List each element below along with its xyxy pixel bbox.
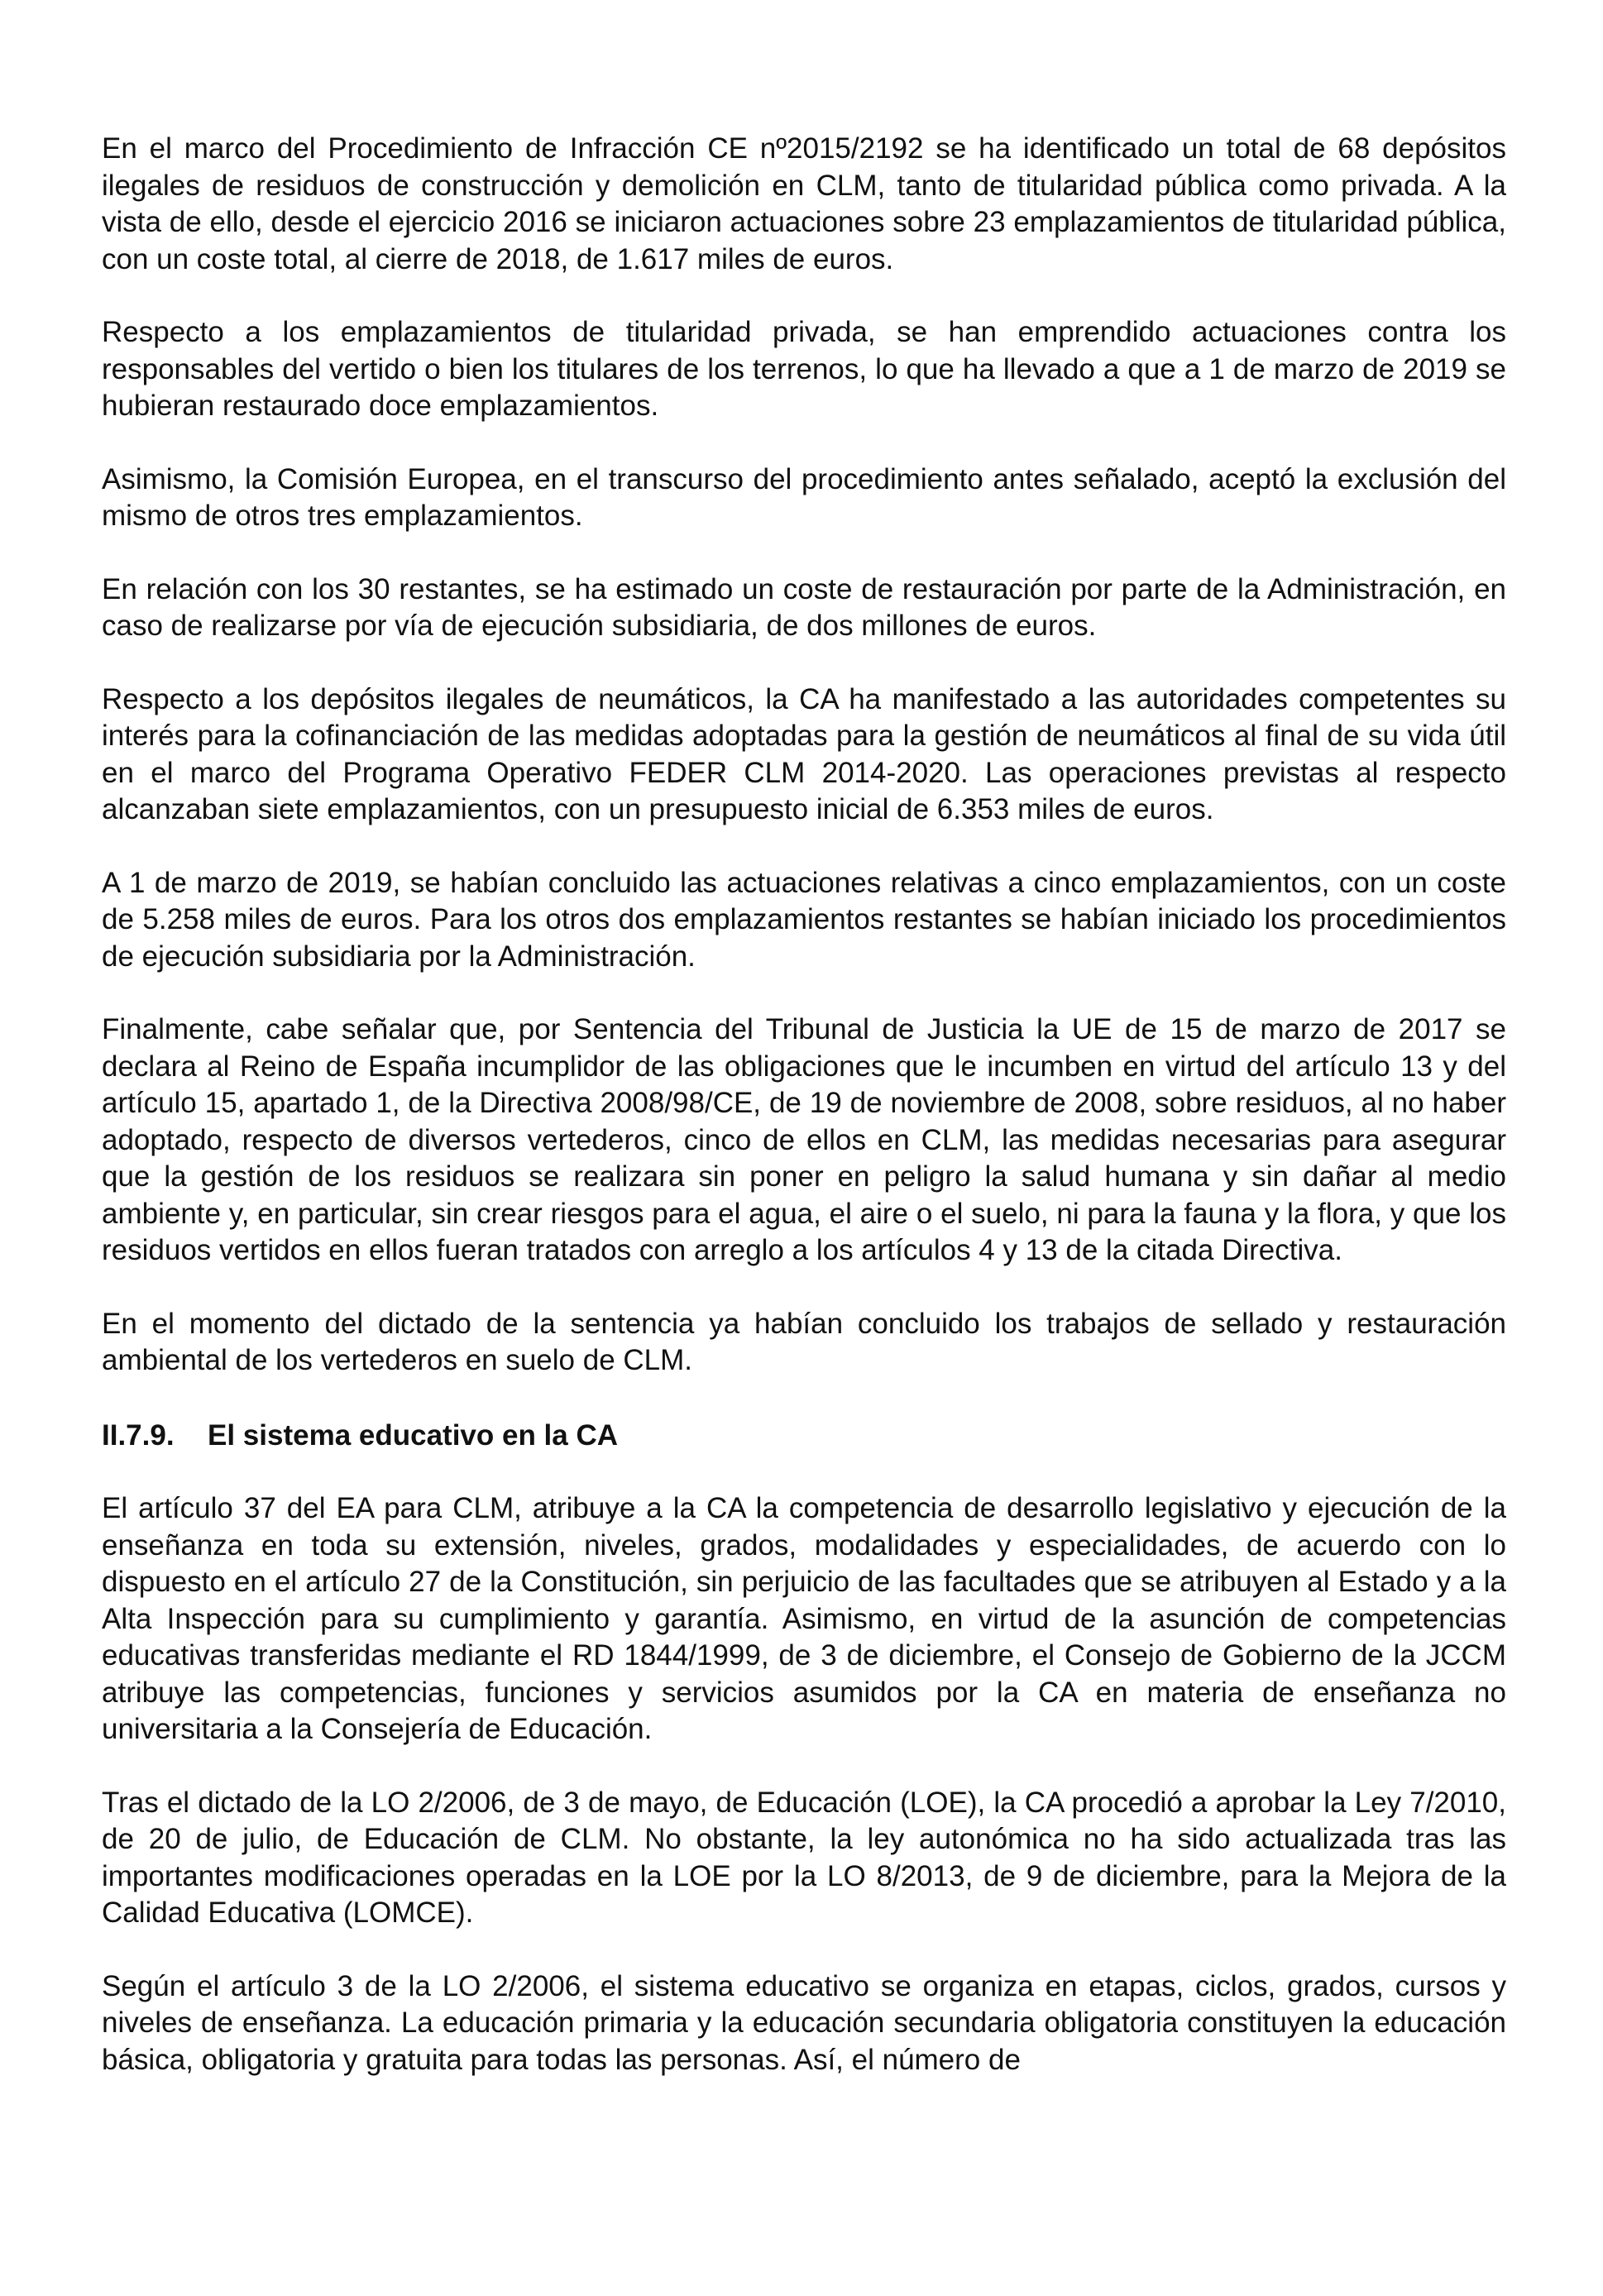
paragraph-marzo-2019: A 1 de marzo de 2019, se habían concluido las actuaciones relativas a cinco emplazamientos, con un coste de 5.258 miles de euros. Para los otros dos emplazamientos restantes se habían iniciado los procedimientos de ejecución subsidiaria por la Administración. — [102, 866, 1506, 973]
section-heading — [102, 1418, 1506, 1455]
paragraph-comision-europea: Asimismo, la Comisión Europea, en el transcurso del procedimiento antes señalado, aceptó la exclusión del mismo de otros tres emplazamientos. — [102, 462, 1506, 532]
paragraph-restantes: En relación con los 30 restantes, se ha estimado un coste de restauración por parte de la Administración, en caso de realizarse por vía de ejecución subsidiaria, de dos millones de euros. — [102, 572, 1506, 642]
paragraph-articulo-37: El artículo 37 del EA para CLM, atribuye a la CA la competencia de desarrollo legislativo y ejecución de la enseñanza en toda su extensión, niveles, grados, modalidades y especialidades, de acuerdo con lo dispuesto en el artículo 27 de la Constitución, sin perjuicio de las facultades que se atribuyen al Estado y a la Alta Inspección para su cumplimiento y garantía. Asimismo, en virtud de la asunción de competencias educativas transferidas mediante el RD 1844/1999, de 3 de diciembre, el Consejo de Gobierno de la JCCM atribuye las competencias, funciones y servicios asumidos por la CA en materia de enseñanza no universitaria a la Consejería de Educación. — [102, 1492, 1506, 1745]
document-page — [102, 131, 1506, 2115]
section-title: El sistema educativo en la CA — [208, 1418, 619, 1452]
paragraph-titularidad-privada: Respecto a los emplazamientos de titularidad privada, se han emprendido actuaciones contra los responsables del vertido o bien los titulares de los terrenos, lo que ha llevado a que a 1 de marzo de 2019 se hubieran restaurado doce emplazamientos. — [102, 316, 1506, 422]
paragraph-sentencia: Finalmente, cabe señalar que, por Sentencia del Tribunal de Justicia la UE de 15 de marzo de 2017 se declara al Reino de España incumplidor de las obligaciones que le incumben en virtud del artículo 13 y del artículo 15, apartado 1, de la Directiva 2008/98/CE, de 19 de noviembre de 2008, sobre residuos, al no haber adoptado, respecto de diversos vertederos, cinco de ellos en CLM, las medidas necesarias para asegurar que la gestión de los residuos se realizara sin poner en peligro la salud humana y sin dañar al medio ambiente y, en particular, sin crear riesgos para el agua, el aire o el suelo, ni para la fauna y la flora, y que los residuos vertidos en ellos fueran tratados con arreglo a los artículos 4 y 13 de la citada Directiva. — [102, 1013, 1506, 1266]
section-number: II.7.9. — [102, 1418, 175, 1452]
paragraph-neumaticos: Respecto a los depósitos ilegales de neumáticos, la CA ha manifestado a las autoridades competentes su interés para la cofinanciación de las medidas adoptadas para la gestión de neumáticos al final de su vida útil en el marco del Programa Operativo FEDER CLM 2014-2020. Las operaciones previstas al respecto alcanzaban siete emplazamientos, con un presupuesto inicial de 6.353 miles de euros. — [102, 682, 1506, 825]
paragraph-infraccion-depositos: En el marco del Procedimiento de Infracción CE nº2015/2192 se ha identificado un total de 68 depósitos ilegales de residuos de construcción y demolición en CLM, tanto de titularidad pública como privada. A la vista de ello, desde el ejercicio 2016 se iniciaron actuaciones sobre 23 emplazamientos de titularidad pública, con un coste total, al cierre de 2018, de 1.617 miles de euros. — [102, 132, 1506, 275]
paragraph-articulo-3: Según el artículo 3 de la LO 2/2006, el sistema educativo se organiza en etapas, ciclos, grados, cursos y niveles de enseñanza. La educación primaria y la educación secundaria obligatoria constituyen la educación básica, obligatoria y gratuita para todas las personas. Así, el número de — [102, 1969, 1506, 2076]
paragraph-sellado: En el momento del dictado de la sentencia ya habían concluido los trabajos de sellado y restauración ambiental de los vertederos en suelo de CLM. — [102, 1307, 1506, 1376]
paragraph-loe: Tras el dictado de la LO 2/2006, de 3 de mayo, de Educación (LOE), la CA procedió a aprobar la Ley 7/2010, de 20 de julio, de Educación de CLM. No obstante, la ley autonómica no ha sido actualizada tras las importantes modificaciones operadas en la LOE por la LO 8/2013, de 9 de diciembre, para la Mejora de la Calidad Educativa (LOMCE). — [102, 1786, 1506, 1929]
